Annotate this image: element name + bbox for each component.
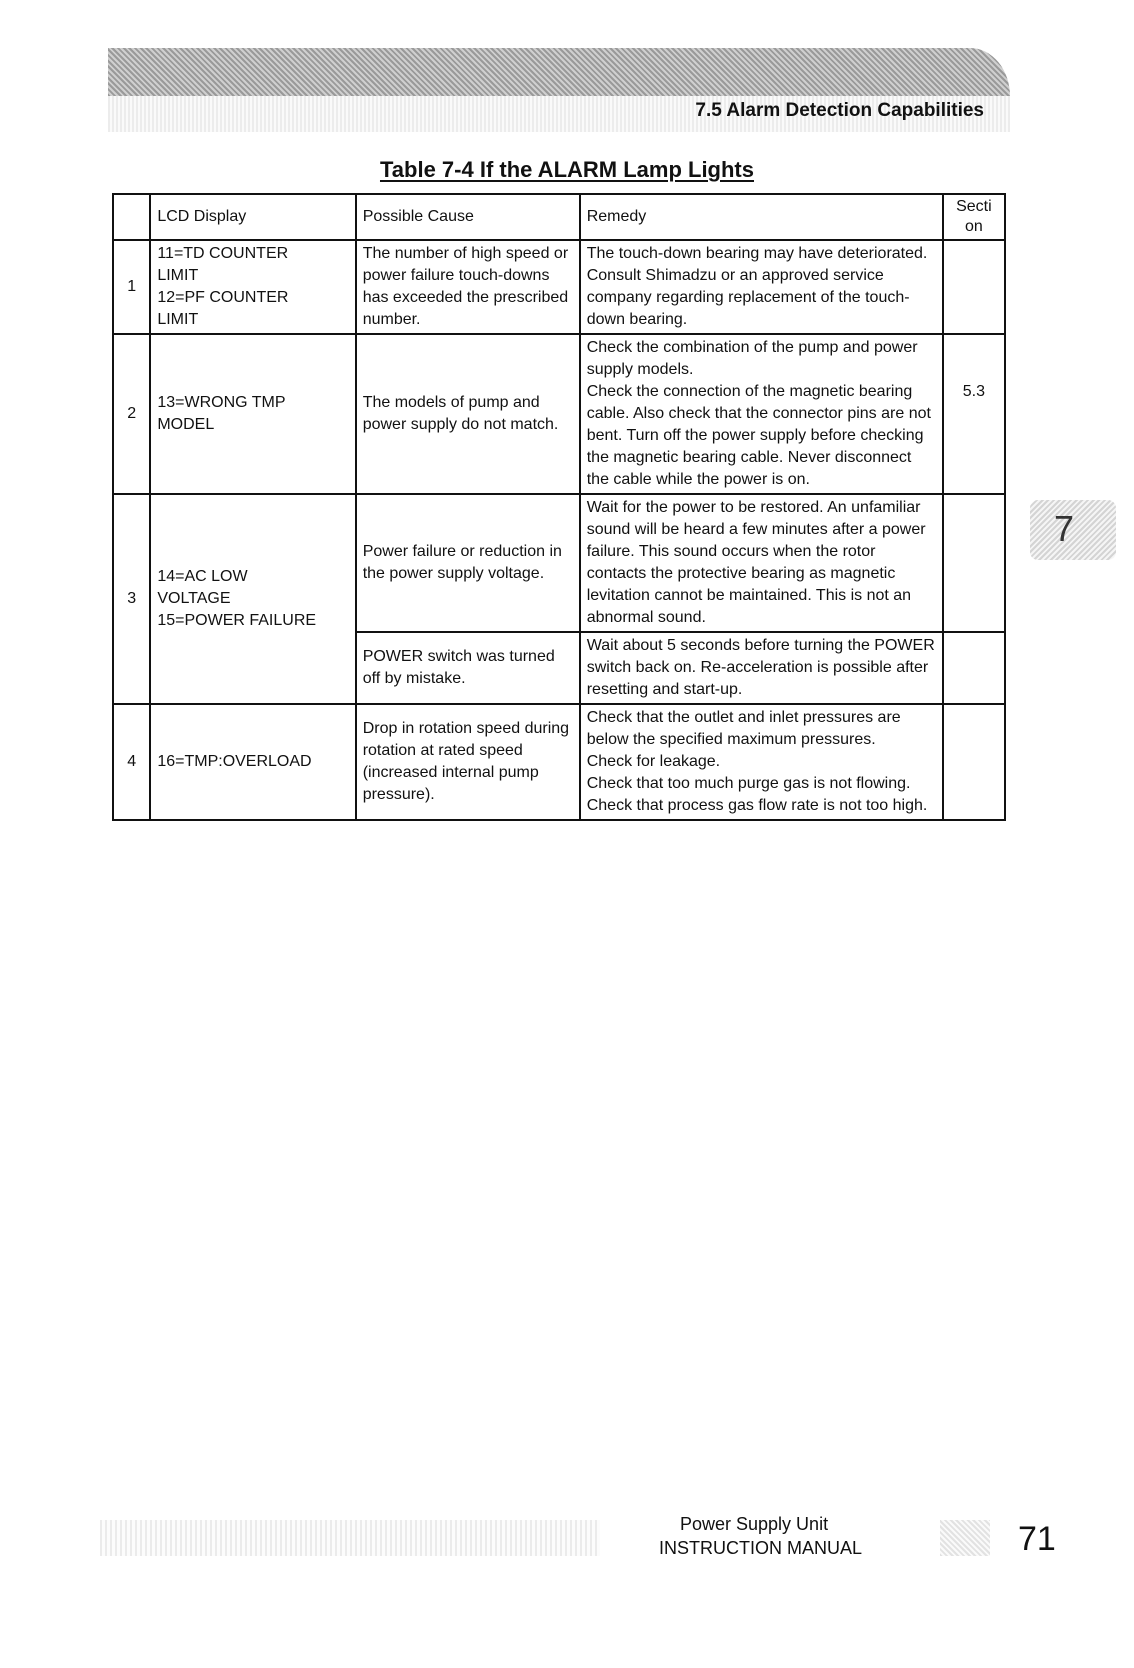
table-row bbox=[113, 494, 1005, 632]
section-cell: 5.3 bbox=[943, 334, 1005, 494]
lcd-display-cell: 11=TD COUNTER LIMIT 12=PF COUNTER LIMIT bbox=[150, 240, 355, 334]
chapter-tab-number: 7 bbox=[1054, 508, 1075, 549]
possible-cause-cell: Drop in rotation speed during rotation at rated speed (increased internal pump pressure). bbox=[356, 704, 580, 820]
section-cell bbox=[943, 704, 1005, 820]
remedy-cell: The touch-down bearing may have deteriorated. Consult Shimadzu or an approved service company regarding replacement of the touch-down bearing. bbox=[580, 240, 943, 334]
footer-manual-name: INSTRUCTION MANUAL bbox=[659, 1538, 863, 1558]
alarm-table bbox=[112, 193, 1006, 821]
possible-cause-cell: The models of pump and power supply do not match. bbox=[356, 334, 580, 494]
table-row bbox=[113, 240, 1005, 334]
possible-cause-cell: Power failure or reduction in the power supply voltage. bbox=[356, 494, 580, 632]
header-lcd-display: LCD Display bbox=[150, 194, 355, 240]
section-cell bbox=[943, 632, 1005, 704]
header-remedy: Remedy bbox=[580, 194, 943, 240]
table-title: Table 7-4 If the ALARM Lamp Lights bbox=[379, 157, 754, 182]
row-number: 2 bbox=[113, 334, 150, 494]
possible-cause-cell: The number of high speed or power failure touch-downs has exceeded the prescribed number. bbox=[356, 240, 580, 334]
chapter-tab bbox=[1030, 500, 1116, 560]
header-band bbox=[108, 48, 1010, 96]
remedy-cell: Check the combination of the pump and power supply models. Check the connection of the magnetic bearing cable. Also check that the connector pins are not bent. Turn off the power supply before checking the magnetic bearing cable. Never disconnect the cable while the power is on. bbox=[580, 334, 943, 494]
remedy-cell: Wait for the power to be restored. An unfamiliar sound will be heard a few minutes after a power failure. This sound occurs when the rotor contacts the protective bearing as magnetic levitation cannot be maintained. This is not an abnormal sound. bbox=[580, 494, 943, 632]
table-row bbox=[113, 334, 1005, 494]
lcd-display-cell: 14=AC LOW VOLTAGE 15=POWER FAILURE bbox=[150, 494, 355, 704]
lcd-display-cell: 16=TMP:OVERLOAD bbox=[150, 704, 355, 820]
row-number: 4 bbox=[113, 704, 150, 820]
footer-product-name: Power Supply Unit bbox=[680, 1514, 829, 1534]
footer-band bbox=[100, 1520, 600, 1556]
row-number: 3 bbox=[113, 494, 150, 704]
remedy-cell: Wait about 5 seconds before turning the POWER switch back on. Re-acceleration is possible after resetting and start-up. bbox=[580, 632, 943, 704]
section-cell bbox=[943, 240, 1005, 334]
section-cell bbox=[943, 494, 1005, 632]
remedy-cell: Check that the outlet and inlet pressures are below the specified maximum pressures. Check for leakage. Check that too much purge gas is not flowing. Check that process gas flow rate is not too high. bbox=[580, 704, 943, 820]
section-title: 7.5 Alarm Detection Capabilities bbox=[695, 100, 984, 121]
footer-band-small bbox=[940, 1520, 990, 1556]
table-header-row bbox=[113, 194, 1005, 240]
header-num bbox=[113, 194, 150, 240]
header-section: Secti on bbox=[943, 194, 1005, 240]
table-row bbox=[113, 704, 1005, 820]
row-number: 1 bbox=[113, 240, 150, 334]
header-possible-cause: Possible Cause bbox=[356, 194, 580, 240]
page-number: 71 bbox=[1018, 1520, 1056, 1558]
possible-cause-cell: POWER switch was turned off by mistake. bbox=[356, 632, 580, 704]
lcd-display-cell: 13=WRONG TMP MODEL bbox=[150, 334, 355, 494]
